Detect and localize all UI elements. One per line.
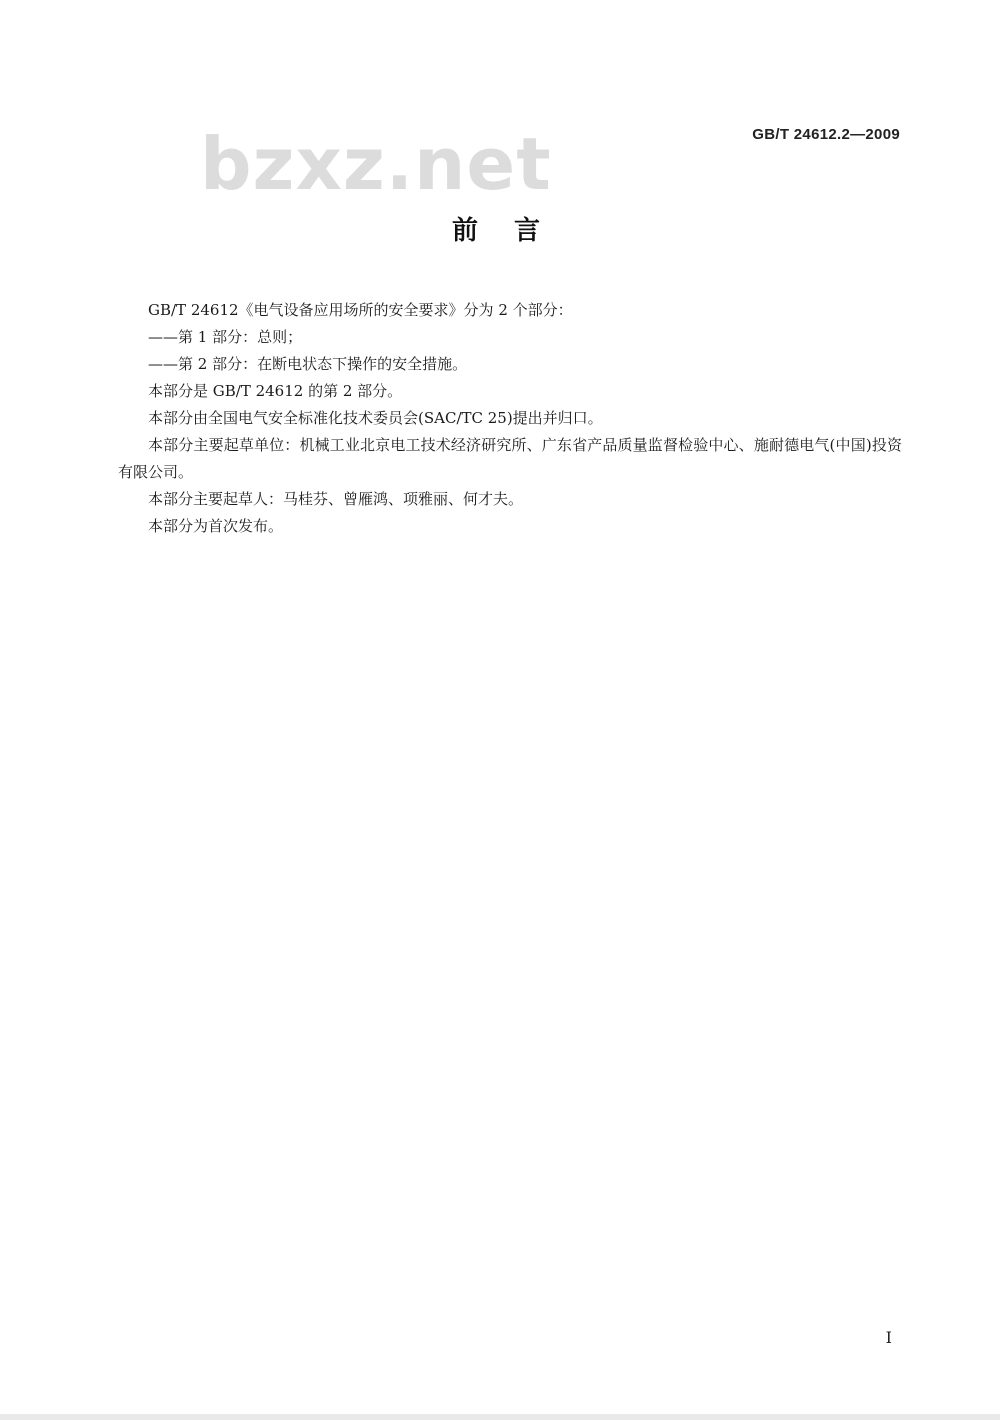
- foreword-body: [118, 297, 902, 540]
- page-title: 前言: [451, 216, 576, 246]
- paragraph-drafters: 本部分主要起草人：马桂芬、曾雁鸿、项雅丽、何才夫。: [148, 490, 524, 508]
- page-bottom-edge: [0, 1414, 1000, 1420]
- paragraph-first-release: 本部分为首次发布。: [148, 517, 284, 535]
- list-item-part-1: ——第 1 部分：总则；: [148, 328, 303, 346]
- paragraph-proposer: 本部分由全国电气安全标准化技术委员会(SAC/TC 25)提出并归口。: [148, 409, 603, 427]
- paragraph-parts-intro: GB/T 24612《电气设备应用场所的安全要求》分为 2 个部分：: [148, 301, 573, 319]
- watermark-logo: bzxz.net: [200, 122, 552, 206]
- page-number: I: [885, 1328, 892, 1347]
- paragraph-drafting-units: 本部分主要起草单位：机械工业北京电工技术经济研究所、广东省产品质量监督检验中心、施耐德电气(中国)投资有限公司。: [118, 436, 902, 481]
- paragraph-part-statement: 本部分是 GB/T 24612 的第 2 部分。: [148, 382, 403, 400]
- standard-number: GB/T 24612.2—2009: [752, 126, 900, 143]
- list-item-part-2: ——第 2 部分：在断电状态下操作的安全措施。: [148, 355, 468, 373]
